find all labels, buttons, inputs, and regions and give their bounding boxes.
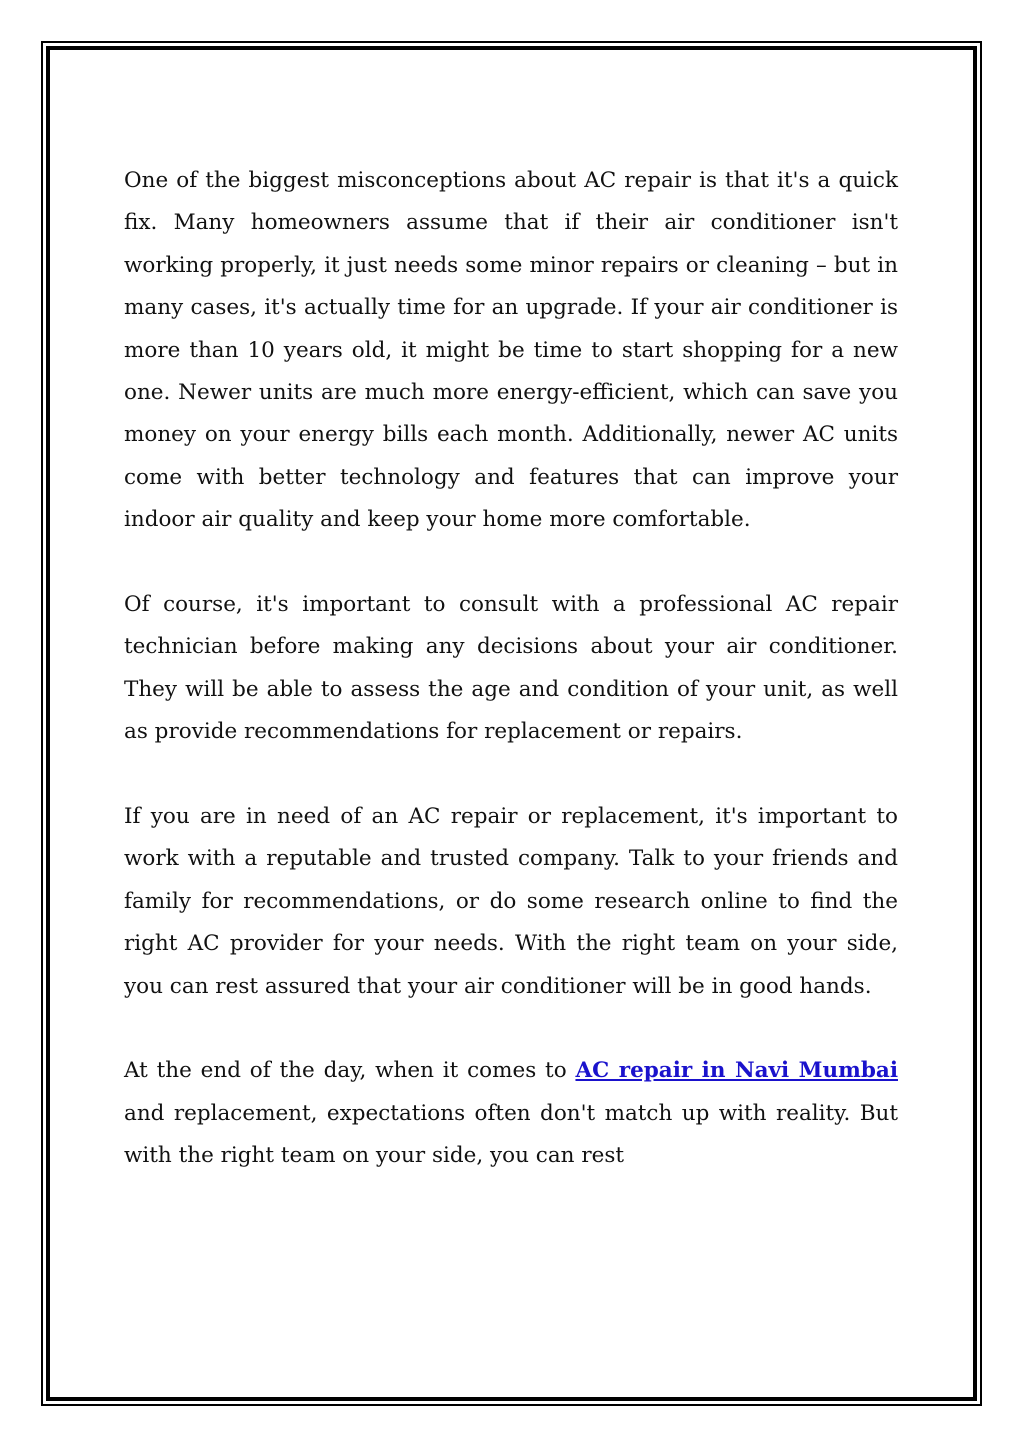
paragraph-3: If you are in need of an AC repair or replacement, it's important to work with a reputable and trusted company. Talk to your friends and family for recommendations, or do some research online to find the right AC provider for your needs. With the right team on your side, you can rest assured that your air conditioner will be in good hands. xyxy=(124,804,898,999)
paragraph-4 xyxy=(124,1050,898,1177)
paragraph-4-text-before-link: At the end of the day, when it comes to xyxy=(124,1058,576,1084)
paragraph-4-text-after-link: and replacement, expectations often don't match up with reality. But with the right team on your side, you can rest xyxy=(124,1100,898,1169)
document-body xyxy=(124,160,898,1178)
paragraph-2: Of course, it's important to consult with a professional AC repair technician before making any decisions about your air conditioner. They will be able to assess the age and condition of your unit, as well as provide recommendations for replacement or repairs. xyxy=(124,592,898,745)
ac-repair-link[interactable]: AC repair in Navi Mumbai xyxy=(575,1058,898,1084)
paragraph-1: One of the biggest misconceptions about AC repair is that it's a quick fix. Many homeowners assume that if their air conditioner isn't working properly, it just needs some minor repairs or cleaning – but in many cases, it's actually time for an upgrade. If your air conditioner is more than 10 years old, it might be time to start shopping for a new one. Newer units are much more energy-efficient, which can save you money on your energy bills each month. Additionally, newer AC units come with better technology and features that can improve your indoor air quality and keep your home more comfortable. xyxy=(124,168,898,533)
